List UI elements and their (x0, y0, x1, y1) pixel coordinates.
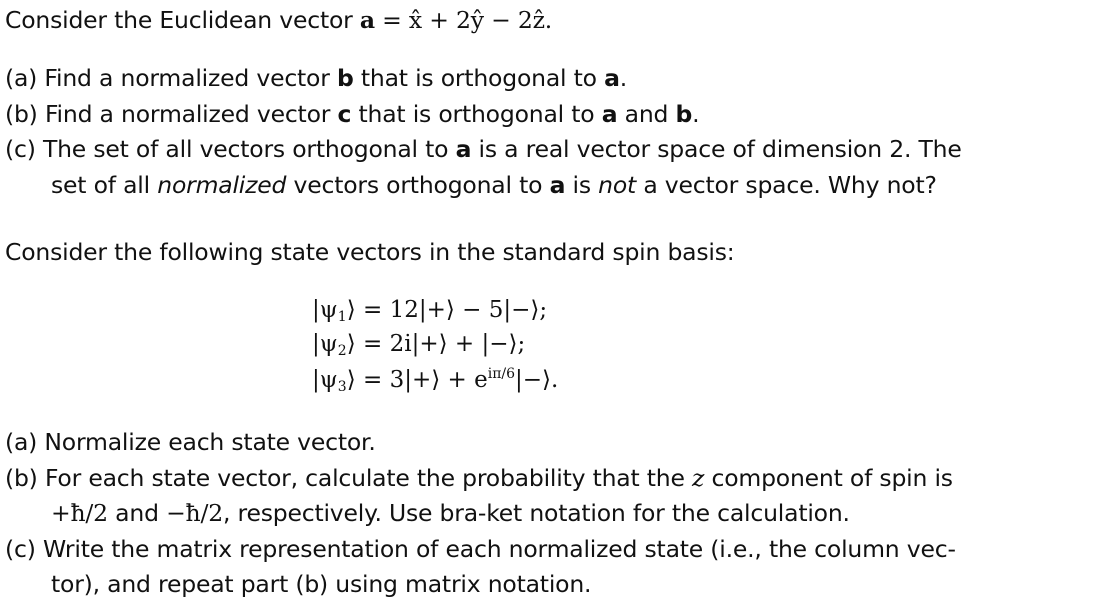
vector-a: a (455, 135, 472, 163)
problem2-intro: Consider the following state vectors in the standard spin basis: (5, 238, 735, 266)
vector-c: c (337, 100, 352, 128)
vector-a: a (359, 6, 375, 34)
vector-a: a (601, 100, 618, 128)
text: Find a normalized vector (44, 100, 338, 128)
text: , respectively. Use bra-ket notation for the calculation. (222, 499, 850, 527)
variable-z: z (692, 464, 705, 492)
state-equation-psi2 (312, 326, 525, 362)
text: . (692, 100, 700, 128)
emphasis: normalized (157, 171, 287, 199)
problem1-part-a (5, 60, 627, 96)
ket-open: |ψ (312, 331, 338, 357)
ket-open: |ψ (312, 367, 338, 393)
text: and (617, 100, 676, 128)
part-label: (b) (5, 100, 38, 128)
text: For each state vector, calculate the probability that the (44, 464, 693, 492)
text: that is orthogonal to (351, 100, 602, 128)
text: a vector space. Why not? (636, 171, 937, 199)
text: Normalize each state vector. (44, 428, 376, 456)
equation-rest: ⟩ = 12|+⟩ − 5|−⟩; (346, 297, 548, 323)
text: set of all (51, 171, 158, 199)
vector-b: b (675, 100, 693, 128)
state-equation-psi3 (312, 362, 558, 398)
equation-rest: ⟩ = 3|+⟩ + e (346, 367, 488, 393)
vector-a: a (604, 64, 620, 92)
part-label: (c) (5, 135, 36, 163)
text: Find a normalized vector (44, 64, 337, 92)
problem2-part-b-line1 (5, 460, 953, 496)
plus-hbar-half: +ħ/2 (51, 499, 108, 527)
part-label: (a) (5, 428, 38, 456)
text: and (107, 499, 167, 527)
text: . (619, 64, 628, 92)
problem1-part-c-line2 (5, 167, 937, 203)
text: is a real vector space of dimension 2. The (471, 135, 962, 163)
text: is (565, 171, 599, 199)
problem2-part-c-line2: tor), and repeat part (b) using matrix notation. (51, 570, 592, 598)
problem2-part-b-line2 (5, 495, 850, 531)
text: vectors orthogonal to (286, 171, 550, 199)
emphasis: not (598, 171, 637, 199)
part-label: (c) (5, 535, 36, 563)
text: component of spin is (704, 464, 953, 492)
vector-a-definition: = x̂ + 2ŷ − 2ẑ. (374, 6, 553, 34)
vector-b: b (336, 64, 354, 92)
subscript: 3 (337, 379, 347, 395)
subscript: 1 (337, 309, 347, 325)
minus-hbar-half: −ħ/2 (166, 499, 223, 527)
problem1-intro (5, 2, 552, 38)
subscript: 2 (337, 343, 347, 359)
intro-text: Consider the Euclidean vector (5, 6, 360, 34)
problem1-part-b (5, 96, 699, 132)
part-label: (b) (5, 464, 38, 492)
problem1-part-c-line1 (5, 131, 962, 167)
state-equation-psi1 (312, 292, 547, 328)
problem2-part-a (5, 424, 376, 460)
text: The set of all vectors orthogonal to (42, 135, 456, 163)
ket-open: |ψ (312, 297, 338, 323)
vector-a: a (549, 171, 566, 199)
equation-rest: |−⟩. (515, 367, 559, 393)
problem2-part-c-line1 (5, 531, 956, 567)
part-label: (a) (5, 64, 38, 92)
equation-rest: ⟩ = 2i|+⟩ + |−⟩; (346, 331, 526, 357)
text: that is orthogonal to (353, 64, 605, 92)
exponent: iπ/6 (487, 366, 516, 382)
text: Write the matrix representation of each normalized state (i.e., the column vec- (42, 535, 956, 563)
